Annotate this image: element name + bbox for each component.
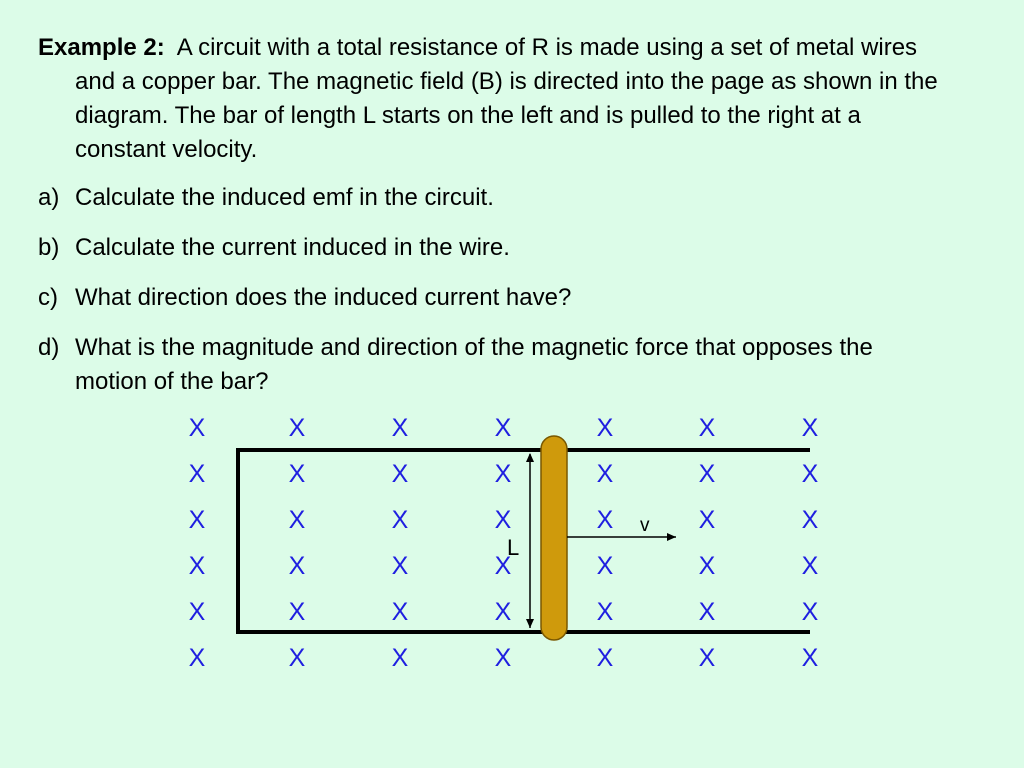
field-x-mark: X	[596, 506, 614, 534]
field-x-mark: X	[288, 598, 306, 626]
question-b	[38, 231, 938, 265]
field-x-mark: X	[698, 598, 716, 626]
field-x-mark: X	[698, 552, 716, 580]
field-x-mark: X	[698, 644, 716, 672]
field-x-mark: X	[188, 552, 206, 580]
field-x-mark: X	[288, 644, 306, 672]
field-x-mark: X	[494, 598, 512, 626]
field-x-mark: X	[391, 552, 409, 580]
field-x-mark: X	[188, 506, 206, 534]
velocity-label: v	[640, 515, 650, 536]
intro-text: A circuit with a total resistance of R is made using a set of metal wires and a copper bar. The magnetic field (B) is directed into the page as shown in the diagram. The bar of length L starts on the left and is pulled to the right at a constant velocity.	[75, 34, 938, 163]
field-x-mark: X	[391, 598, 409, 626]
field-x-mark: X	[391, 414, 409, 442]
question-letter: c)	[38, 284, 58, 311]
field-x-mark: X	[288, 506, 306, 534]
field-x-mark: X	[494, 644, 512, 672]
question-text: What is the magnitude and direction of the magnetic force that opposes the motion of the bar?	[75, 334, 873, 395]
field-x-mark: X	[801, 414, 819, 442]
question-letter: b)	[38, 234, 60, 261]
field-x-mark: X	[801, 460, 819, 488]
question-text: Calculate the induced emf in the circuit.	[75, 184, 494, 211]
field-x-mark: X	[801, 644, 819, 672]
circuit-wire	[238, 450, 810, 632]
question-c	[38, 281, 938, 315]
field-x-mark: X	[698, 460, 716, 488]
field-x-mark: X	[188, 460, 206, 488]
field-x-mark: X	[188, 598, 206, 626]
field-x-mark: X	[596, 414, 614, 442]
field-x-mark: X	[288, 414, 306, 442]
copper-bar	[541, 436, 567, 640]
field-x-mark: X	[596, 460, 614, 488]
question-letter: d)	[38, 334, 60, 361]
field-x-mark: X	[801, 506, 819, 534]
field-x-mark: X	[698, 506, 716, 534]
field-x-mark: X	[391, 460, 409, 488]
problem-text	[38, 31, 938, 415]
field-x-mark: X	[188, 644, 206, 672]
field-x-mark: X	[391, 644, 409, 672]
question-a	[38, 181, 938, 215]
question-letter: a)	[38, 184, 60, 211]
field-x-mark: X	[494, 506, 512, 534]
field-x-mark: X	[698, 414, 716, 442]
field-x-mark: X	[596, 598, 614, 626]
field-x-mark: X	[801, 552, 819, 580]
question-text: Calculate the current induced in the wire.	[75, 234, 510, 261]
field-x-mark: X	[391, 506, 409, 534]
question-text: What direction does the induced current have?	[75, 284, 572, 311]
question-d	[38, 331, 938, 399]
field-x-mark: X	[288, 460, 306, 488]
field-x-mark: X	[494, 552, 512, 580]
field-x-mark: X	[188, 414, 206, 442]
field-x-mark: X	[494, 460, 512, 488]
length-label: L	[507, 535, 520, 560]
field-x-mark: X	[494, 414, 512, 442]
example-label: Example 2:	[38, 34, 165, 61]
field-x-mark: X	[596, 644, 614, 672]
problem-intro	[38, 31, 938, 167]
magnetic-field-grid	[189, 414, 819, 672]
field-x-mark: X	[801, 598, 819, 626]
field-x-mark: X	[288, 552, 306, 580]
field-x-mark: X	[596, 552, 614, 580]
